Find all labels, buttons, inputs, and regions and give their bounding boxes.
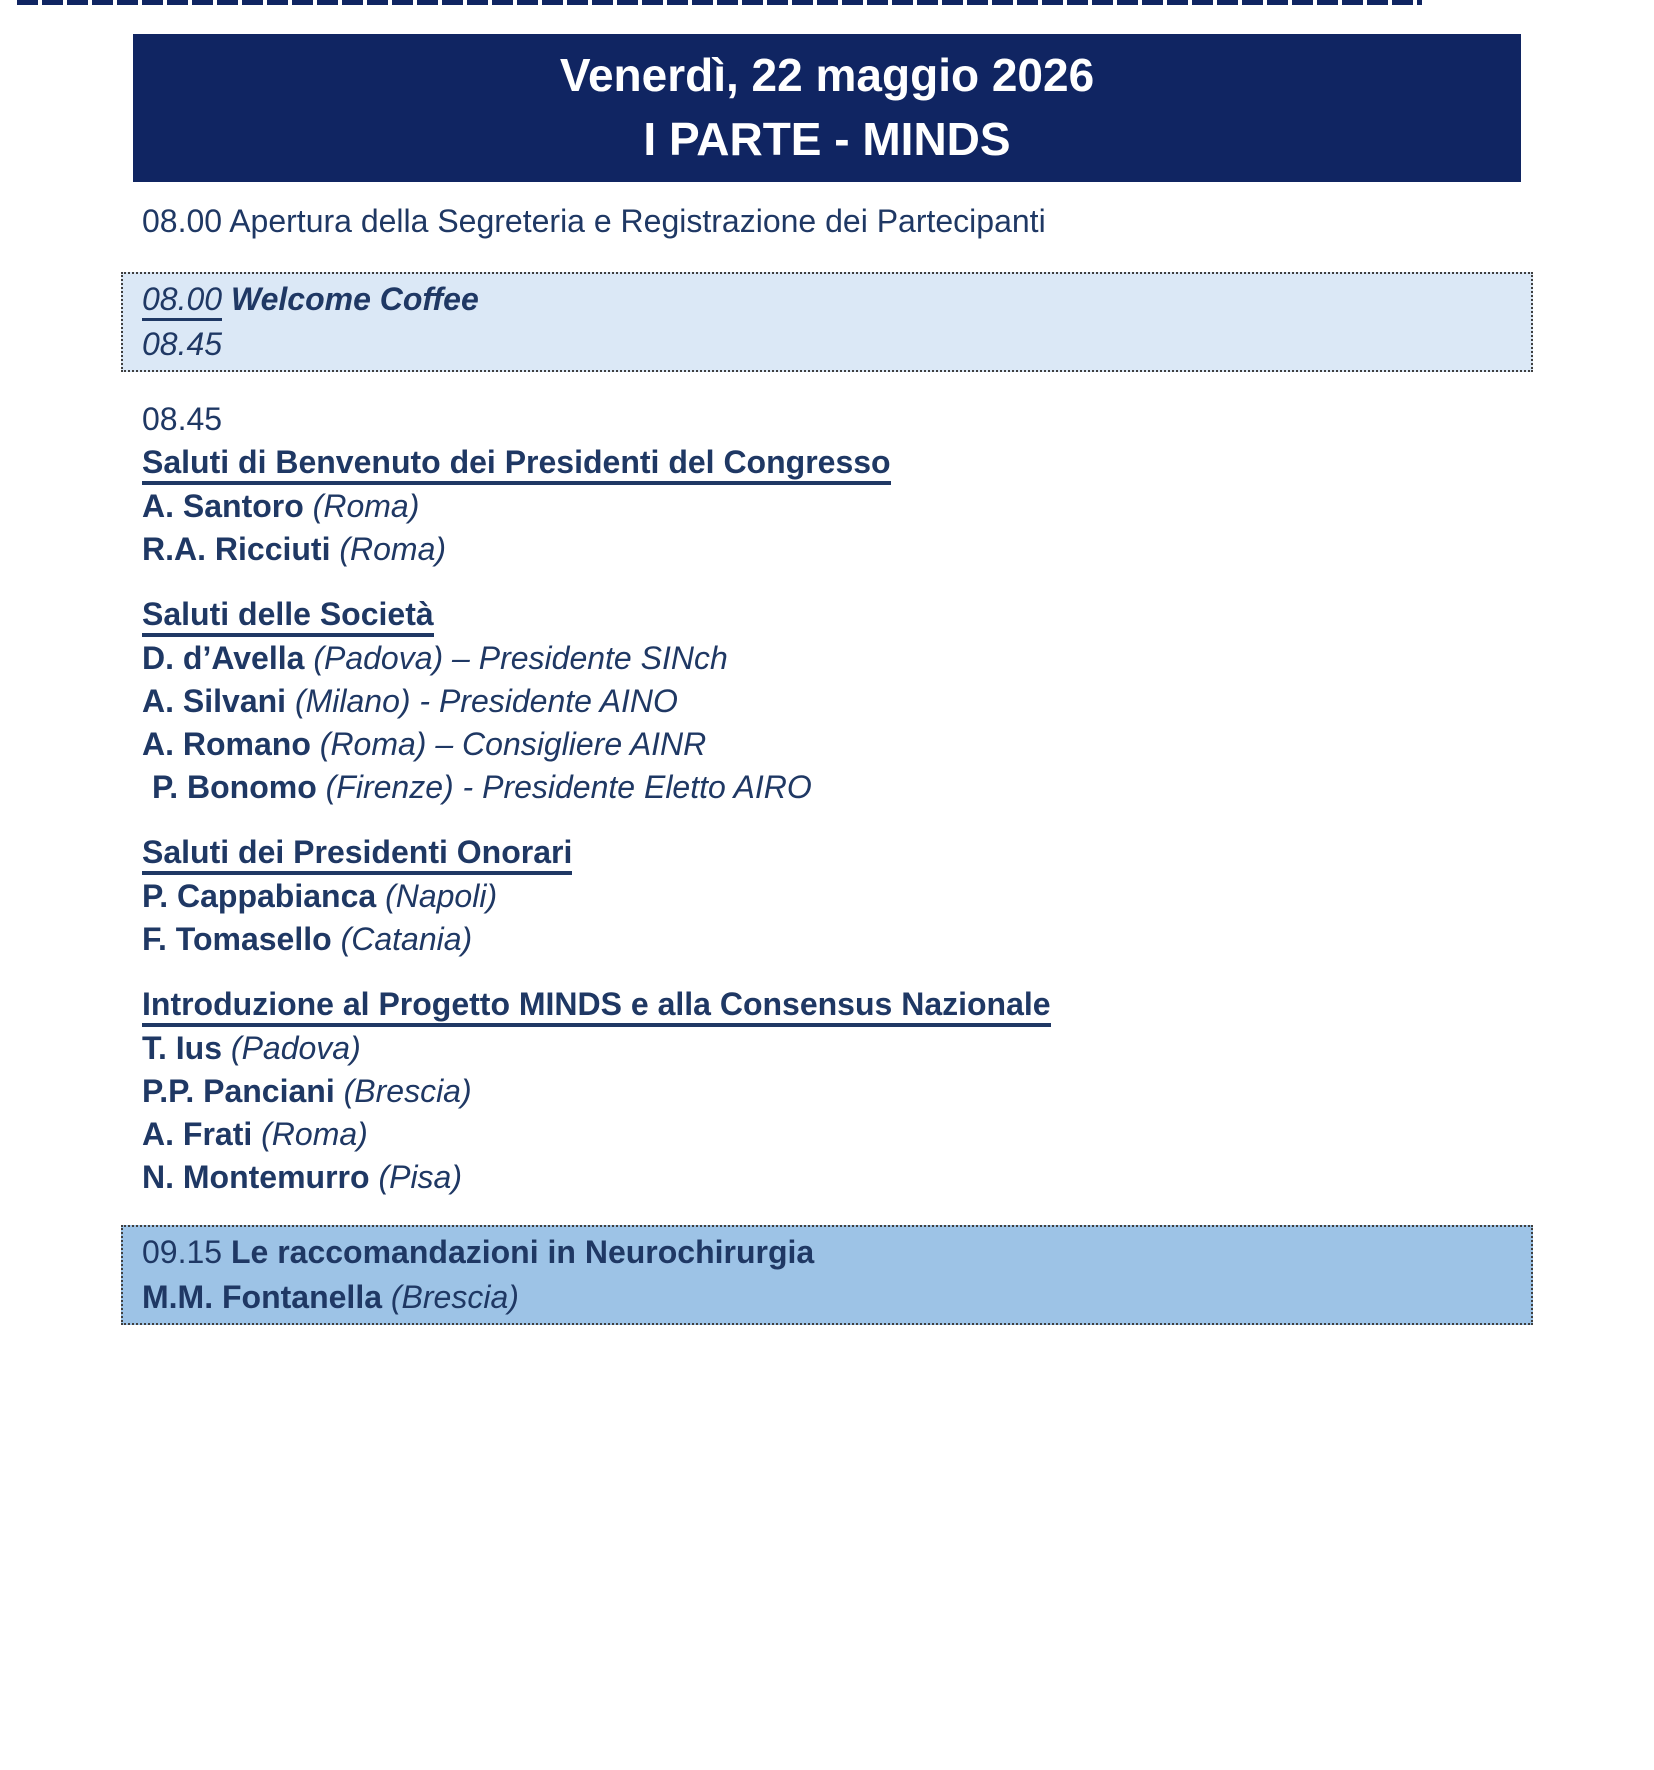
block-heading: Introduzione al Progetto MINDS e alla Consensus Nazionale (142, 986, 1051, 1027)
speaker-line (142, 1027, 1654, 1070)
day-header-banner (133, 34, 1521, 182)
block-heading: Saluti di Benvenuto dei Presidenti del Congresso (142, 444, 891, 485)
welcome-greetings-block (142, 398, 1654, 571)
speaker-line (142, 918, 1654, 961)
speaker-line (142, 875, 1654, 918)
registration-time: 08.00 (142, 203, 223, 239)
welcome-coffee-box (121, 272, 1533, 372)
speaker-name: T. Ius (142, 1030, 223, 1066)
speaker-affiliation: (Catania) (340, 921, 473, 957)
speaker-line (142, 680, 1654, 723)
speaker-affiliation: (Brescia) (390, 1279, 519, 1315)
speaker-affiliation: (Roma) (339, 531, 447, 567)
speaker-name: M.M. Fontanella (142, 1279, 382, 1315)
session-0915-box (121, 1225, 1533, 1325)
speaker-line (142, 485, 1654, 528)
speaker-line (142, 637, 1654, 680)
session-speaker-line (142, 1275, 1531, 1320)
coffee-start-time: 08.00 (142, 281, 222, 321)
speaker-name: F. Tomasello (142, 921, 332, 957)
speaker-name: P. Bonomo (152, 769, 317, 805)
block-heading: Saluti delle Società (142, 596, 434, 637)
speaker-affiliation: (Roma) (312, 488, 420, 524)
speaker-affiliation: (Milano) - Presidente AINO (294, 683, 678, 719)
speaker-line (142, 723, 1654, 766)
speaker-name: A. Santoro (142, 488, 304, 524)
part-title: I PARTE - MINDS (643, 113, 1011, 165)
speaker-affiliation: (Pisa) (378, 1159, 462, 1195)
speaker-affiliation: (Padova) (230, 1030, 361, 1066)
session-time: 09.15 (142, 1234, 223, 1270)
block-heading-line (142, 983, 1654, 1027)
honorary-presidents-block (142, 831, 1654, 961)
speaker-name: N. Montemurro (142, 1159, 370, 1195)
block-heading-line (142, 593, 1654, 637)
cut-off-banner-edge (17, 0, 1422, 5)
speaker-name: R.A. Ricciuti (142, 531, 331, 567)
coffee-title: Welcome Coffee (230, 281, 479, 317)
day-title: Venerdì, 22 maggio 2026 (559, 49, 1095, 101)
session-title-line (142, 1230, 1531, 1275)
block-heading-line (142, 441, 1654, 485)
speaker-affiliation: (Padova) – Presidente SINch (313, 640, 728, 676)
speaker-line (142, 1070, 1654, 1113)
registration-line (142, 198, 1654, 245)
speaker-affiliation: (Brescia) (343, 1073, 472, 1109)
registration-text: Apertura della Segreteria e Registrazione dei Partecipanti (229, 203, 1046, 239)
speaker-name: A. Frati (142, 1116, 253, 1152)
session-title: Le raccomandazioni in Neurochirurgia (230, 1234, 815, 1270)
speaker-line (142, 1156, 1654, 1199)
speaker-affiliation: (Firenze) - Presidente Eletto AIRO (325, 769, 812, 805)
speaker-name: A. Silvani (142, 683, 287, 719)
speaker-line (142, 528, 1654, 571)
speaker-name: A. Romano (142, 726, 311, 762)
speaker-name: D. d’Avella (142, 640, 305, 676)
block-heading: Saluti dei Presidenti Onorari (142, 834, 572, 875)
coffee-end-time: 08.45 (142, 326, 223, 362)
block-time: 08.45 (142, 401, 223, 437)
society-greetings-block (142, 593, 1654, 809)
speaker-line (142, 1113, 1654, 1156)
coffee-line-1 (142, 277, 1531, 322)
block-heading-line (142, 831, 1654, 875)
speaker-affiliation: (Napoli) (385, 878, 498, 914)
speaker-affiliation: (Roma) (261, 1116, 368, 1152)
speaker-affiliation: (Roma) – Consigliere AINR (319, 726, 707, 762)
speaker-line (142, 766, 1654, 809)
minds-introduction-block (142, 983, 1654, 1199)
speaker-name: P.P. Panciani (142, 1073, 335, 1109)
speaker-name: P. Cappabianca (142, 878, 377, 914)
